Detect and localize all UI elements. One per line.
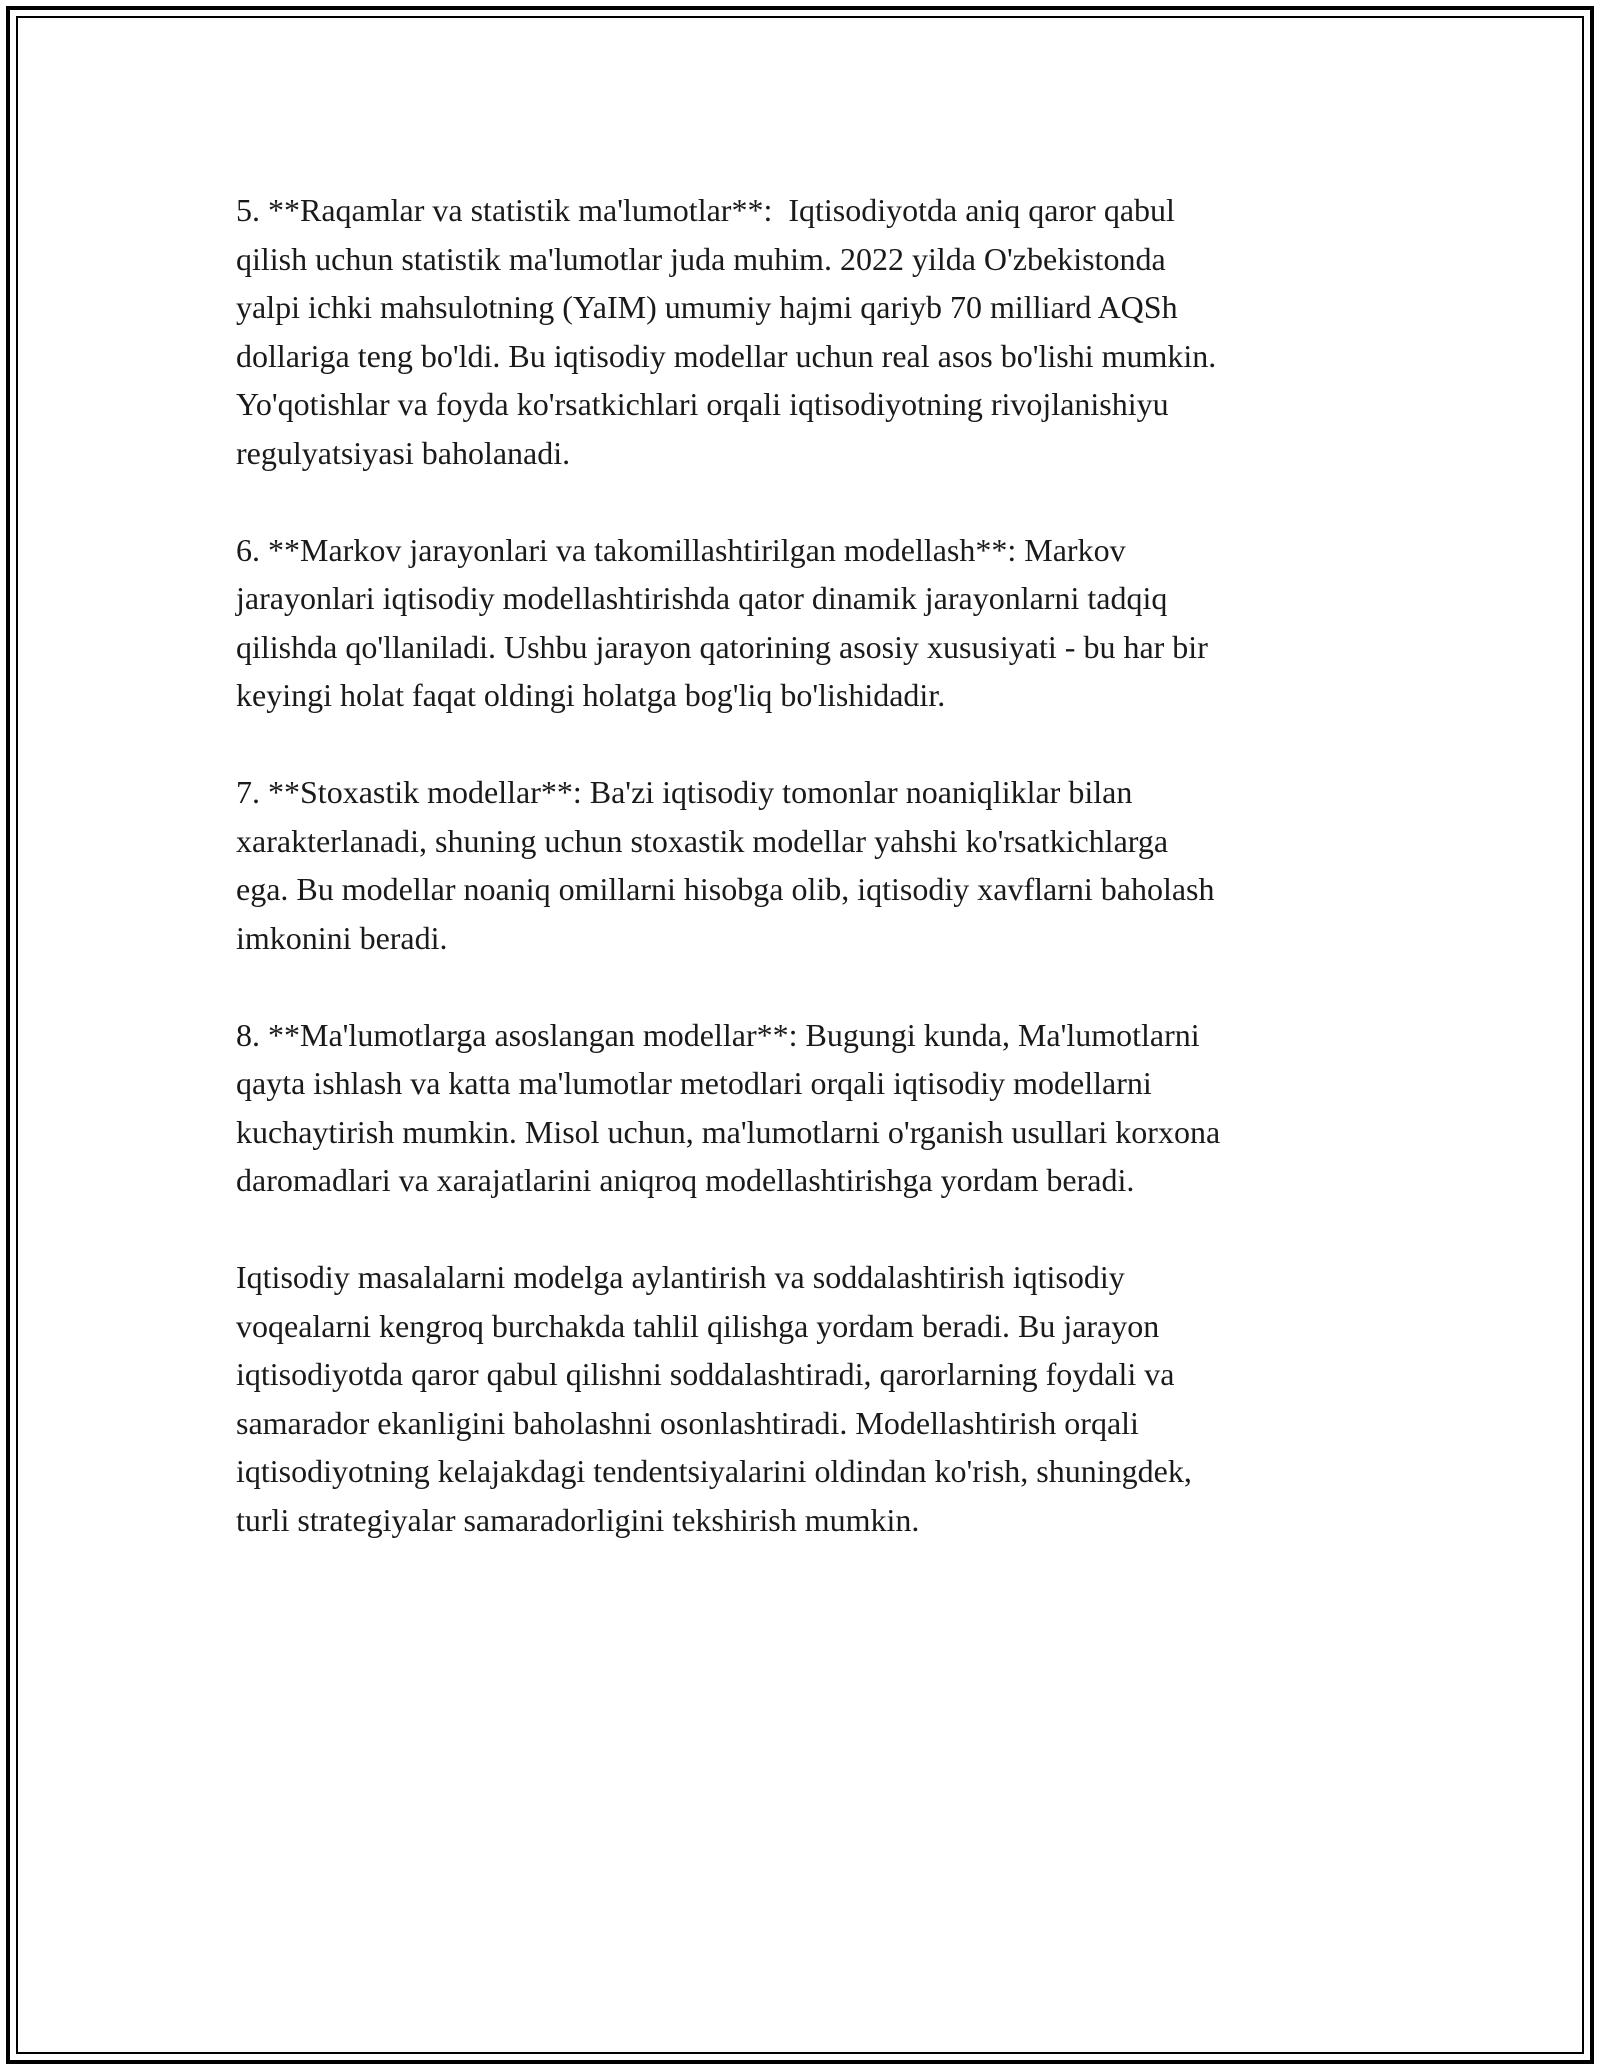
text-line: daromadlari va xarajatlarini aniqroq modellashtirishga yordam beradi. [236, 1162, 1135, 1198]
text-line: regulyatsiyasi baholanadi. [236, 434, 571, 471]
text-line: xarakterlanadi, shuning uchun stoxastik modellar yahshi ko'rsatkichlarga [236, 822, 1169, 859]
paragraph-item-6 [236, 526, 1366, 720]
text-line: yalpi ichki mahsulotning (YaIM) umumiy hajmi qariyb 70 milliard AQSh [236, 289, 1178, 325]
text-line: kuchaytirish mumkin. Misol uchun, ma'lumotlarni o'rganish usullari korxona [236, 1113, 1221, 1150]
paragraph-item-8 [236, 1011, 1366, 1205]
paragraph-item-7 [236, 768, 1366, 962]
text-line: iqtisodiyotning kelajakdagi tendentsiyalarini oldindan ko'rish, shuningdek, [236, 1453, 1192, 1489]
text-line: jarayonlari iqtisodiy modellashtirishda qator dinamik jarayonlarni tadqiq [236, 580, 1168, 616]
text-line: 7. **Stoxastik modellar**: Ba'zi iqtisodiy tomonlar noaniqliklar bilan [236, 774, 1133, 810]
text-line: iqtisodiyotda qaror qabul qilishni soddalashtiradi, qarorlarning foydali va [236, 1356, 1175, 1392]
text-line: keyingi holat faqat oldingi holatga bog'liq bo'lishidadir. [236, 677, 946, 713]
text-line: imkonini beradi. [236, 919, 448, 956]
text-line: samarador ekanligini baholashni osonlashtiradi. Modellashtirish orqali [236, 1404, 1139, 1441]
text-line: Yo'qotishlar va foyda ko'rsatkichlari orqali iqtisodiyotning rivojlanishiyu [236, 386, 1169, 422]
paragraph-item-5 [236, 186, 1366, 477]
text-line: Iqtisodiy masalalarni modelga aylantirish va soddalashtirish iqtisodiy [236, 1259, 1125, 1295]
text-line: 5. **Raqamlar va statistik ma'lumotlar**: Iqtisodiyotda aniq qaror qabul [236, 192, 1175, 228]
document-body [236, 186, 1366, 1593]
text-line: qayta ishlash va katta ma'lumotlar metodlari orqali iqtisodiy modellarni [236, 1065, 1152, 1101]
text-line: ega. Bu modellar noaniq omillarni hisobga olib, iqtisodiy xavflarni baholash [236, 871, 1215, 907]
text-line: turli strategiyalar samaradorligini tekshirish mumkin. [236, 1501, 920, 1538]
paragraph-conclusion [236, 1253, 1366, 1544]
text-line: dollariga teng bo'ldi. Bu iqtisodiy modellar uchun real asos bo'lishi mumkin. [236, 337, 1217, 374]
text-line: qilish uchun statistik ma'lumotlar juda muhim. 2022 yilda O'zbekistonda [236, 240, 1166, 277]
text-line: qilishda qo'llaniladi. Ushbu jarayon qatorining asosiy xususiyati - bu har bir [236, 628, 1208, 665]
text-line: 8. **Ma'lumotlarga asoslangan modellar**: Bugungi kunda, Ma'lumotlarni [236, 1016, 1200, 1053]
text-line: voqealarni kengroq burchakda tahlil qilishga yordam beradi. Bu jarayon [236, 1307, 1160, 1344]
text-line: 6. **Markov jarayonlari va takomillashtirilgan modellash**: Markov [236, 531, 1126, 568]
